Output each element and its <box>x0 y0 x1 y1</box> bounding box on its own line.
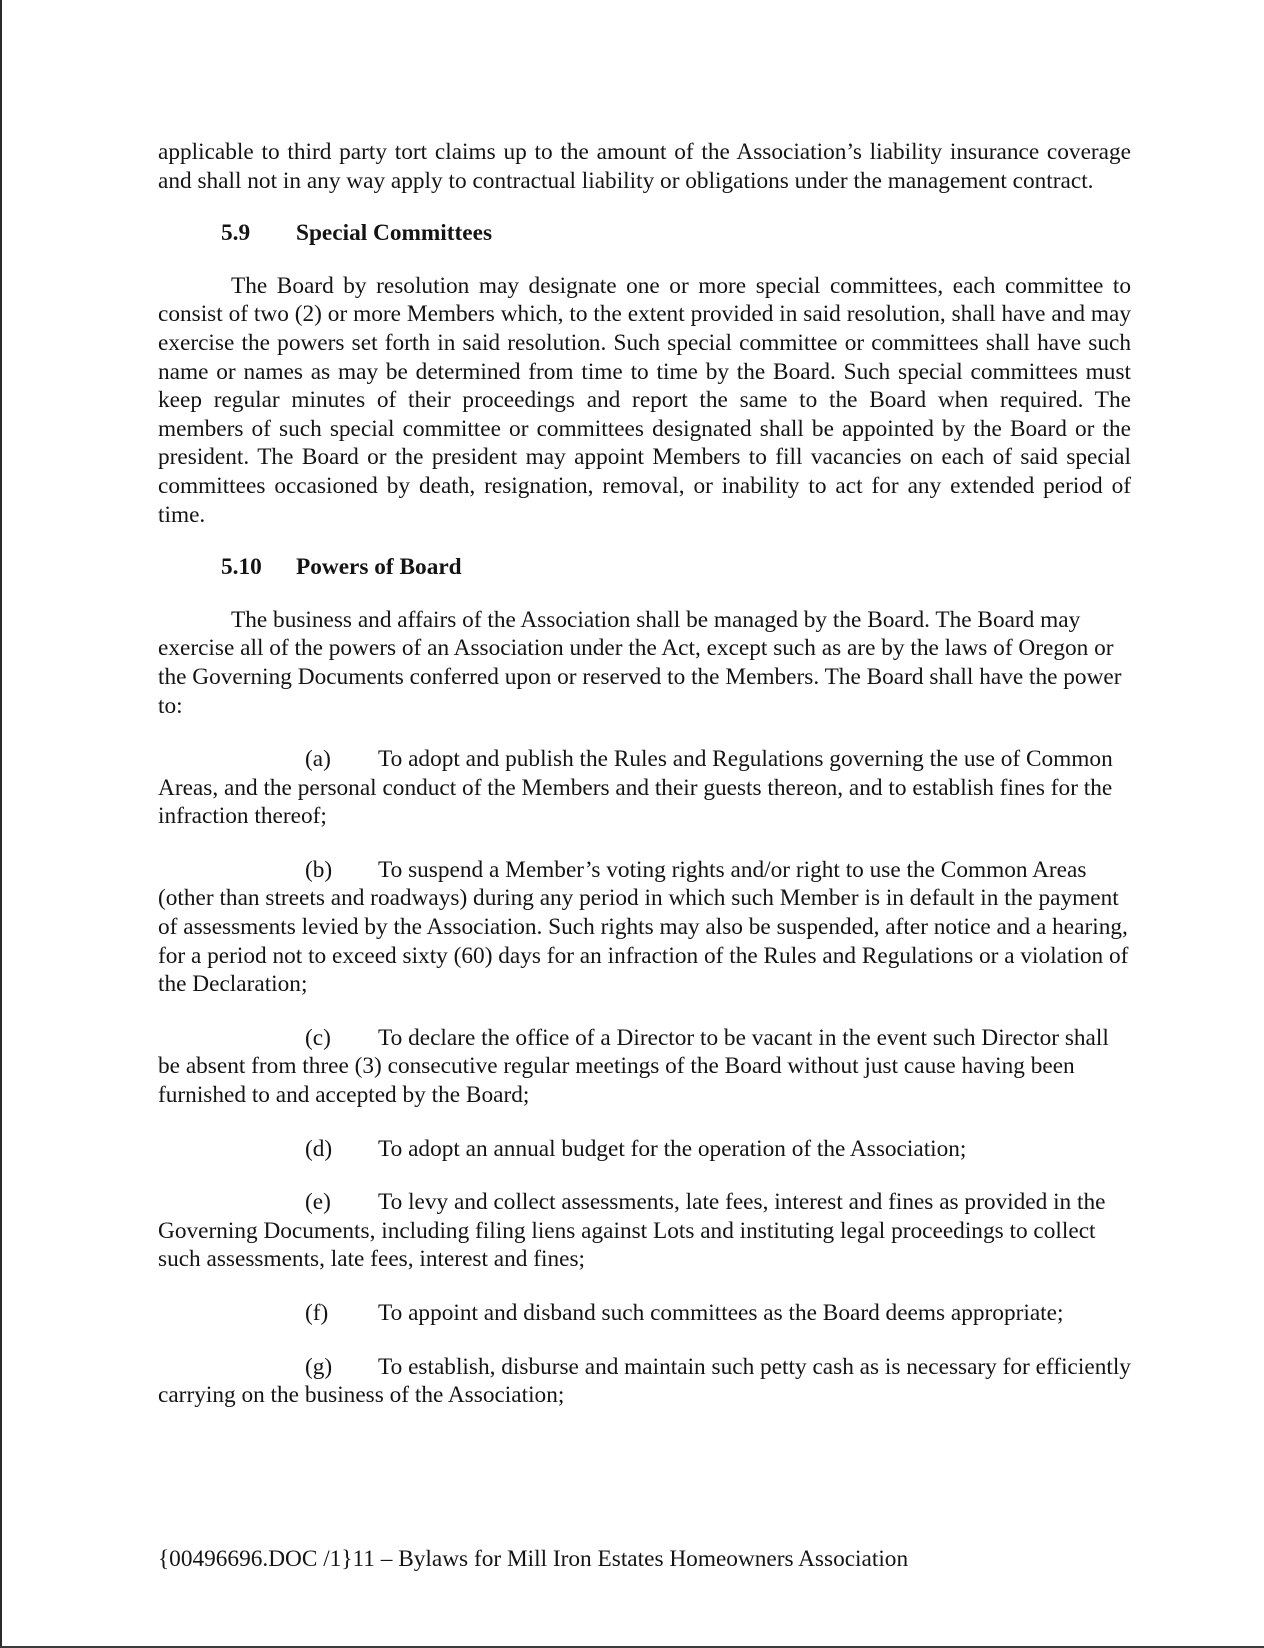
list-item-d <box>158 1135 1131 1164</box>
list-item-e <box>158 1188 1131 1274</box>
scan-edge-left <box>0 0 2 1648</box>
item-text: To adopt and publish the Rules and Regulations governing the use of Common Areas, and the personal conduct of the Members and their guests thereon, and to establish fines for the infraction thereof; <box>158 746 1113 830</box>
list-item-b <box>158 856 1131 999</box>
section-title: Powers of Board <box>296 554 462 581</box>
item-text: To establish, disburse and maintain such petty cash as is necessary for efficiently carrying on the business of the Association; <box>158 1353 1131 1409</box>
list-item-a <box>158 745 1131 831</box>
section-title: Special Committees <box>296 220 493 247</box>
item-label: (e) <box>305 1189 331 1216</box>
section-heading-5-10 <box>221 553 1131 582</box>
list-item-g <box>158 1353 1131 1410</box>
list-item-f <box>158 1299 1131 1328</box>
item-text: To levy and collect assessments, late fees, interest and fines as provided in the Governing Documents, including filing liens against Lots and instituting legal proceedings to collect such assessments, late fees, interest and fines; <box>158 1189 1106 1273</box>
item-label: (a) <box>305 746 331 773</box>
item-label: (c) <box>305 1024 331 1051</box>
item-label: (f) <box>305 1300 329 1326</box>
section-body-5-10: The business and affairs of the Association shall be managed by the Board. The Board may exercise all of the powers of an Association under the Act, except such as are by the laws of Oregon or the Governing Documents conferred upon or reserved to the Members. The Board shall have the power to: <box>158 606 1122 719</box>
section-number: 5.10 <box>221 554 262 581</box>
section-number: 5.9 <box>221 220 251 247</box>
section-heading-5-9 <box>221 219 1131 248</box>
list-item-c <box>158 1024 1131 1110</box>
item-text: To declare the office of a Director to be vacant in the event such Director shall be absent from three (3) consecutive regular meetings of the Board without just cause having been furnished to and accepted by the Board; <box>158 1024 1109 1109</box>
item-label: (d) <box>305 1135 333 1162</box>
item-text: To adopt an annual budget for the operation of the Association; <box>378 1135 967 1162</box>
item-label: (g) <box>305 1353 333 1380</box>
document-body <box>158 138 1131 1410</box>
section-body-5-9: The Board by resolution may designate one or more special committees, each committee to consist of two (2) or more Members which, to the extent provided in said resolution, shall have and may exercise the powers set forth in said resolution. Such special committee or committees shall have such name or names as may be determined from time to time by the Board. Such special committees must keep regular minutes of their proceedings and report the same to the Board when required. The members of such special committee or committees designated shall be appointed by the Board or the president. The Board or the president may appoint Members to fill vacancies on each of said special committees occasioned by death, resignation, removal, or inability to act for any extended period of time. <box>158 272 1131 528</box>
page-footer: {00496696.DOC /1}11 – Bylaws for Mill Iron Estates Homeowners Association <box>158 1546 909 1572</box>
item-text: To suspend a Member’s voting rights and/or right to use the Common Areas (other than streets and roadways) during any period in which such Member is in default in the payment of assessments levied by the Association. Such rights may also be suspended, after notice and a hearing, for a period not to exceed sixty (60) days for an infraction of the Rules and Regulations or a violation of the Declaration; <box>158 856 1129 998</box>
intro-paragraph: applicable to third party tort claims up to the amount of the Association’s liability insurance coverage and shall not in any way apply to contractual liability or obligations under the management contract. <box>158 139 1131 194</box>
item-label: (b) <box>305 856 333 883</box>
item-text: To appoint and disband such committees as the Board deems appropriate; <box>378 1300 1064 1326</box>
